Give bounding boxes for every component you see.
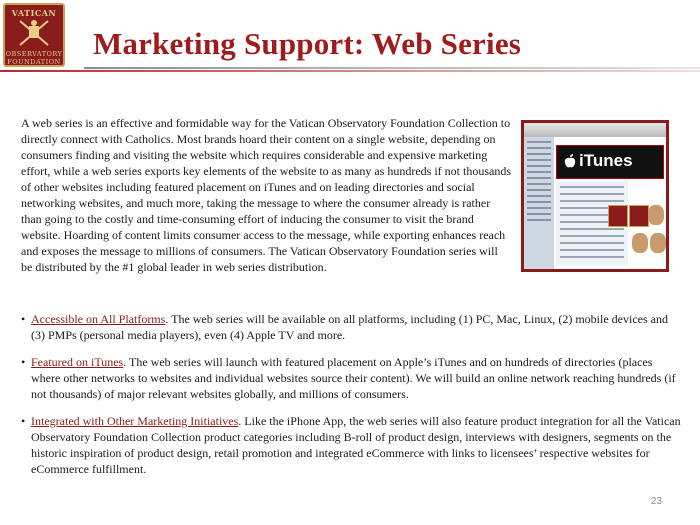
itunes-banner [556, 145, 664, 179]
slide-title: Marketing Support: Web Series [93, 26, 522, 61]
itunes-sidebar [524, 137, 554, 269]
bullet-marker: • [21, 355, 26, 369]
page-number: 23 [650, 496, 662, 507]
thumbnail [648, 205, 664, 225]
bullet-link[interactable]: Integrated with Other Marketing Initiatives [31, 414, 239, 428]
thumbnail [650, 233, 666, 253]
bullet-marker: • [21, 312, 26, 326]
logo-bottom-text-1: OBSERVATORY [5, 50, 63, 58]
bullet-text: . The web series will be available on all platforms, including (1) PC, Mac, Linux, (2) mobile devices and (3) PMPs (personal media players), even (4) Apple TV and more. [31, 312, 668, 342]
bullet-item [21, 413, 681, 477]
itunes-toolbar [524, 123, 666, 137]
crossed-keys-icon [16, 17, 52, 49]
bullet-list [21, 311, 681, 488]
intro-paragraph: A web series is an effective and formidable way for the Vatican Observatory Foundation Collection to directly connect with Catholics. Most brands hoard their content on a single website, depending on consumers finding and visiting the website which requires considerable and expensive marketing effort, while a web series exports key elements of the website to as many as hundreds if not thousands of other websites including featured placement on iTunes and on leading directories and social networking websites, and much more, taking the message to where the consumer already is rather than going to the costly and time-consuming effort of inducing the consumer to visit the brand website. Hoarding of content limits consumer access to the message, while exporting enhances reach and exposes the message to millions of consumers. The Vatican Observatory Foundation series will be distributed by the #1 global leader in web series distribution. [21, 116, 511, 274]
thumbnail [632, 233, 648, 253]
foundation-logo [3, 3, 65, 67]
apple-icon [564, 154, 576, 168]
itunes-banner-label: iTunes [579, 151, 633, 170]
bullet-text: . Like the iPhone App, the web series will also feature product integration for all the Vatican Observatory Foundation Collection product categories including B-roll of product design, interviews with designers, segments on the historic inspiration of product design, retail promotion and integrated eCommerce with links to licensees’ respective websites for eCommerce fulfillment. [31, 414, 681, 476]
thumbnail [629, 205, 649, 227]
bullet-link[interactable]: Featured on iTunes [31, 355, 124, 369]
bullet-marker: • [21, 414, 26, 428]
title-rule [84, 67, 700, 69]
logo-bottom-text-2: FOUNDATION [7, 58, 61, 66]
bullet-item [21, 311, 681, 343]
bullet-link[interactable]: Accessible on All Platforms [31, 312, 166, 326]
itunes-screenshot [521, 120, 669, 272]
bullet-item [21, 354, 681, 402]
logo-top-text: VATICAN [11, 8, 57, 18]
thumbnail [608, 205, 628, 227]
bullet-text: . The web series will launch with featured placement on Apple’s iTunes and on hundreds of directories (places where other networks to websites and individual websites source their content). We will build an online network reaching hundreds (if not thousands) of major relevant websites globally, and millions of consumers. [31, 355, 676, 401]
title-accent-rule [0, 70, 700, 72]
